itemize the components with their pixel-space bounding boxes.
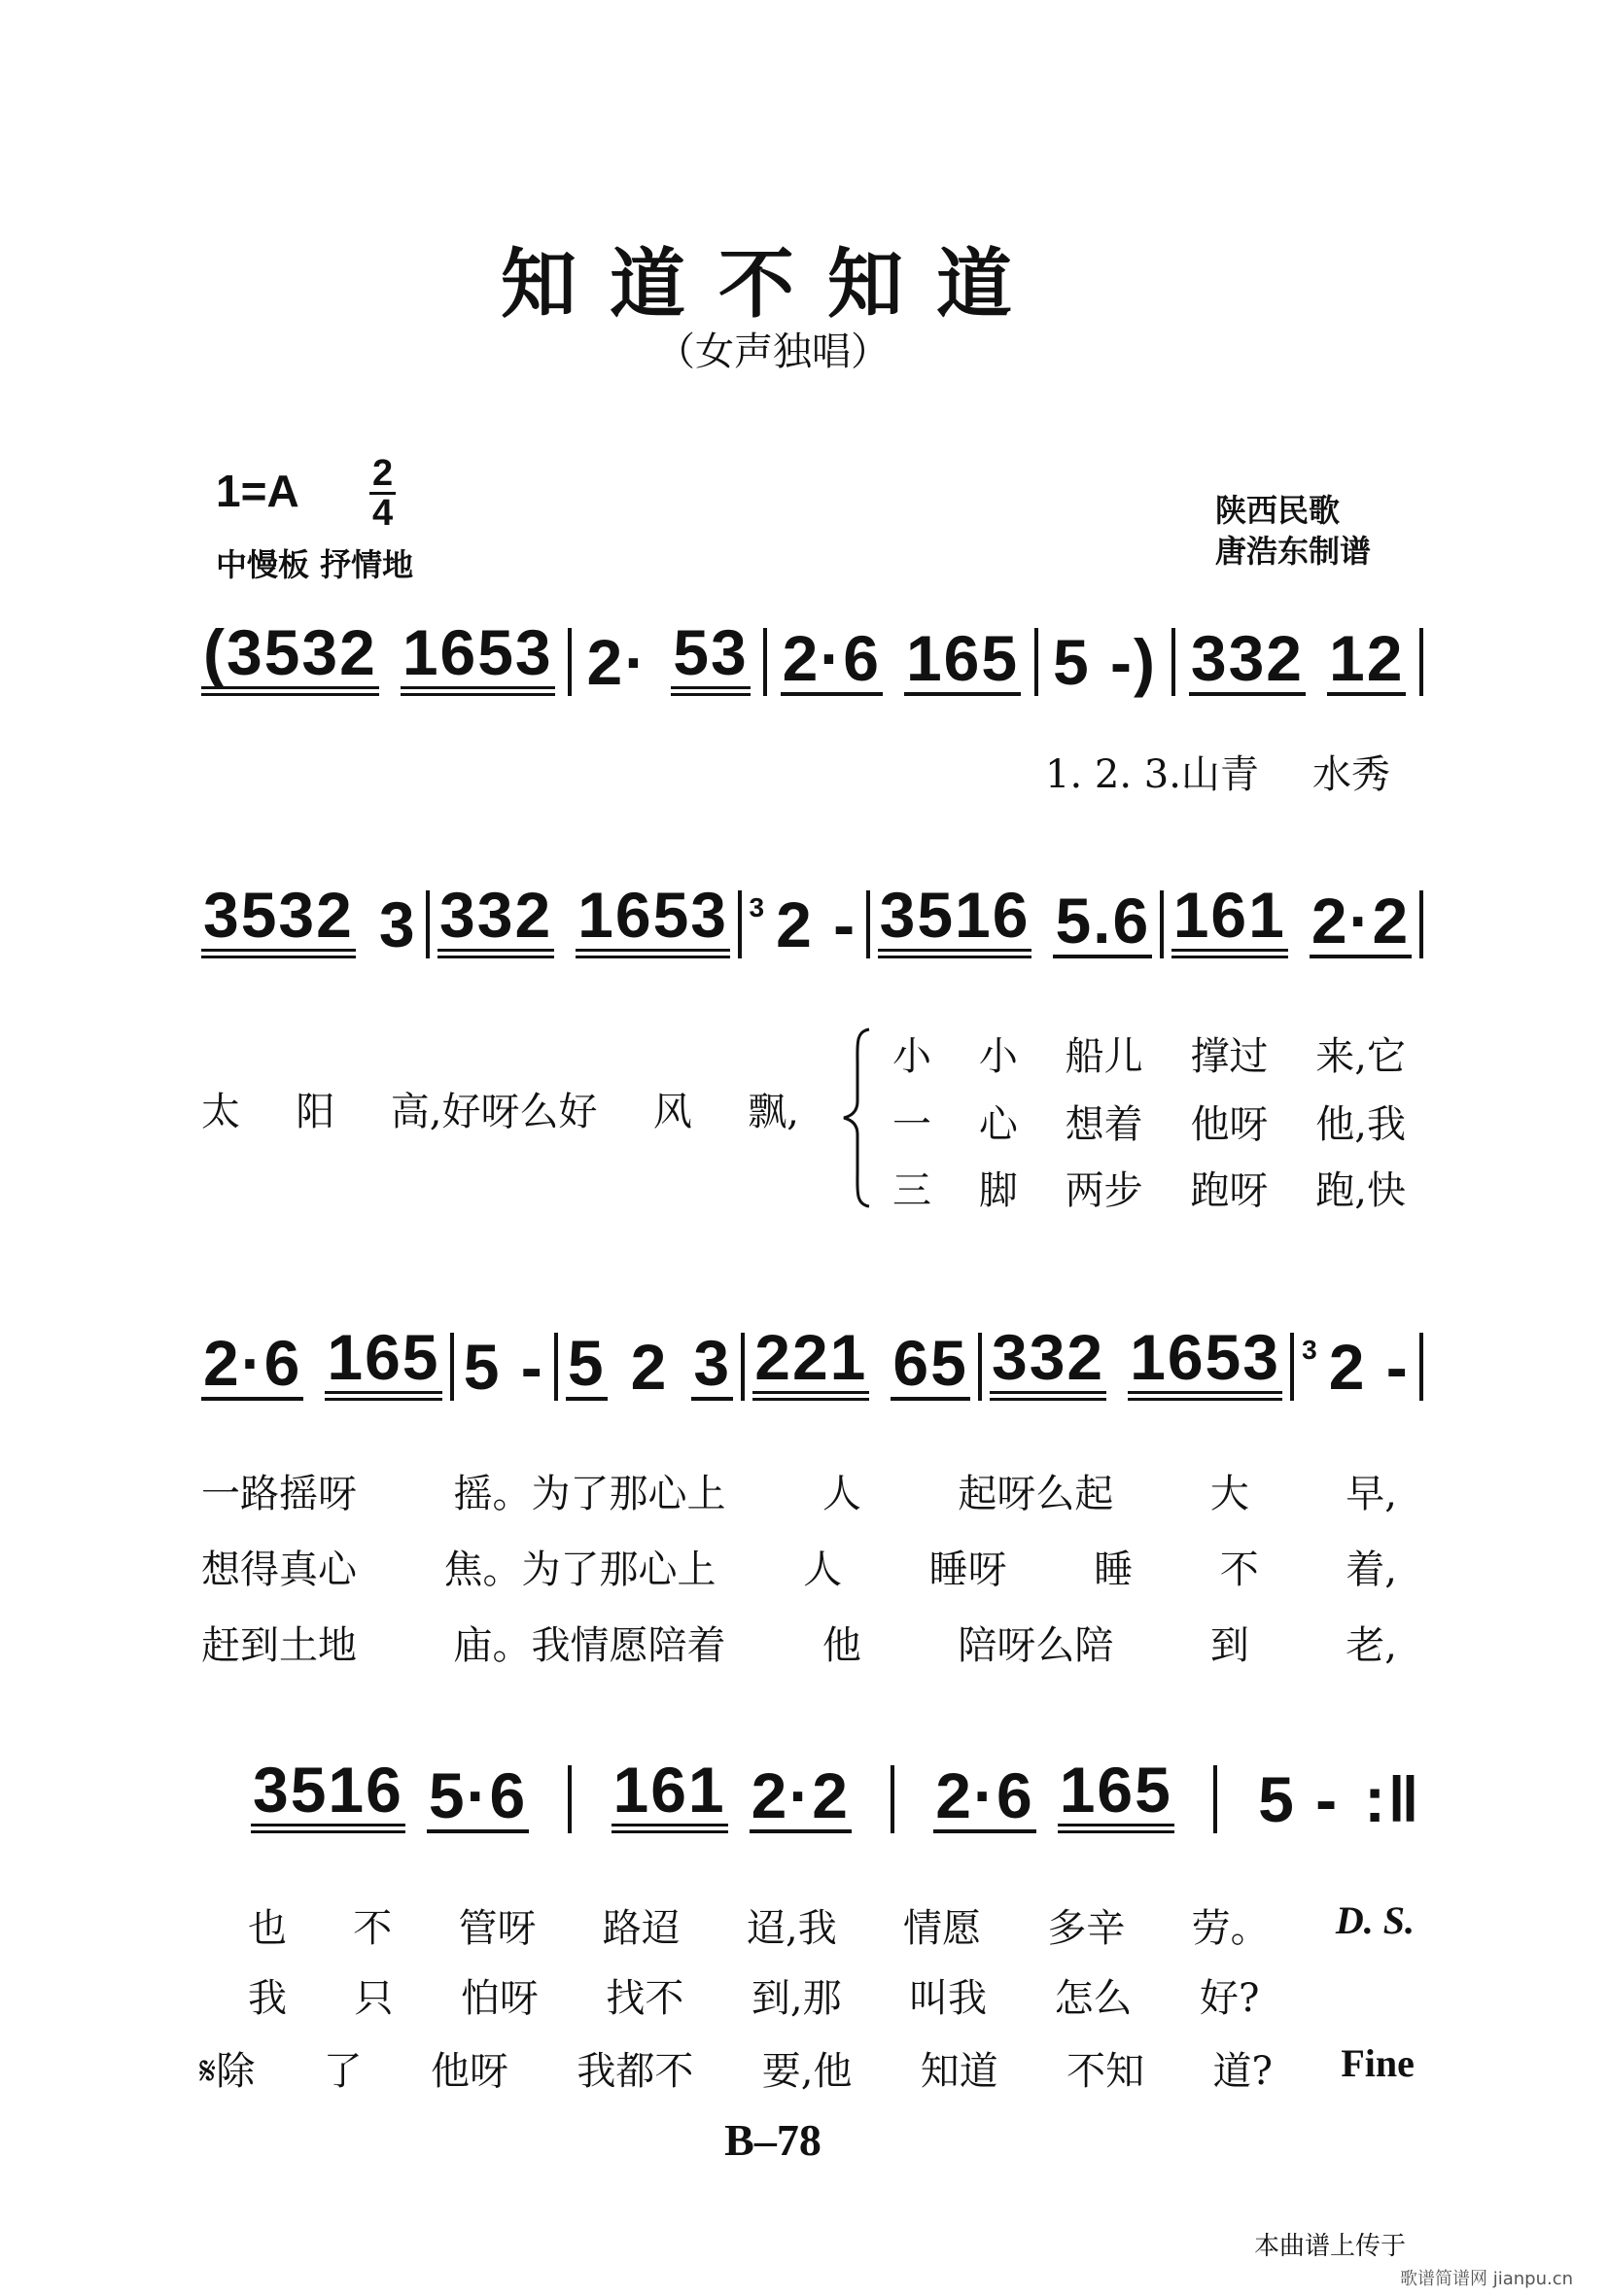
grace-note: 3 [749,892,765,922]
barline [1213,1765,1217,1833]
note-group: 3532 [201,885,356,958]
lyrics-row-3-verse-3 [201,1615,1397,1670]
note-group: 2·2 [1311,885,1411,957]
fine-marking: Fine [1341,2041,1415,2085]
lyric: 了 [323,2049,363,2094]
key-signature: 1=A [216,466,299,516]
watermark-upload-text: 本曲谱上传于 [1254,2232,1407,2261]
measure [878,879,1153,958]
lyrics-row-4-verse-3 [199,2040,1415,2096]
lyric: 起呀么起 [958,1472,1114,1516]
barline [568,628,572,696]
lyric: 1. 2. 3.山青 [1045,752,1259,797]
lyric: 飘, [748,1090,799,1134]
barline [568,1765,572,1833]
note-group: 221 [752,1327,869,1401]
barline [1290,1333,1294,1401]
note-group: 1653 [1128,1327,1282,1401]
lyric: 不 [353,1906,393,1951]
lyric: 路迢 [602,1906,681,1951]
lyric: 三 [892,1168,931,1213]
lyrics-row-2-verse-1 [892,1026,1406,1081]
song-title: 知道不知道 [500,241,1045,329]
barline [891,1765,894,1833]
lyric: 多辛 [1047,1906,1126,1951]
measure [752,1321,970,1401]
measure [1256,1763,1423,1835]
lyric: 劳。 [1191,1906,1270,1951]
barline [1160,890,1164,958]
lyric: 好? [1200,1976,1260,2021]
lyrics-row-2-verse-2 [892,1094,1406,1149]
lyric: 想着 [1065,1102,1143,1147]
lyric: 大 [1209,1472,1249,1516]
lyric: 他 [821,1623,861,1668]
lyric [1327,1967,1415,2023]
note-group: 65 [892,1327,968,1399]
note-group: 5·6 [428,1759,528,1831]
note-group: 1653 [576,885,730,958]
time-signature [369,455,396,532]
note-group: 3516 [251,1759,405,1833]
measure [201,879,419,960]
dal-segno-marking: D. S. [1335,1898,1415,1942]
note-group: 2 - [776,888,857,960]
lyric: 高,好呀么好 [390,1090,598,1134]
note-group: 165 [325,1327,441,1401]
lyric: 撑过 [1190,1034,1269,1079]
note-group: 5.6 [1055,885,1151,957]
note-group: (3532 [201,622,379,696]
barline [1419,628,1423,696]
lyric: 到 [1209,1623,1249,1668]
lyric: 太 [201,1090,240,1134]
lyric: 水秀 [1312,752,1390,797]
lyric: 他,我 [1315,1102,1406,1147]
lyric: 我 [248,1976,287,2021]
note-group: 2·6 [782,622,881,694]
measure [437,879,730,958]
measure [749,888,859,960]
lyric: 怕呀 [460,1976,539,2021]
measure [1302,1331,1412,1403]
lyric: 人 [803,1548,843,1592]
lyric: 人 [821,1472,861,1516]
lyric: 赶到土地 [201,1623,357,1668]
page-number: B–78 [724,2115,821,2165]
note-group: 332 [1190,622,1305,694]
note-group: 161 [612,1759,728,1833]
lyric: 不知 [1066,2049,1145,2094]
barline [741,1333,745,1401]
measure [201,616,555,696]
lyric: 只 [354,1976,394,2021]
lyric: 焦。为了那心上 [443,1548,717,1592]
lyrics-row-4-verse-2 [248,1967,1415,2023]
lyric: 不 [1219,1548,1259,1592]
lyric: 叫我 [909,1976,988,2021]
note-group: 3 [693,1327,732,1399]
lyric: 一 [892,1102,931,1147]
lyric: 阳 [296,1090,335,1134]
barline [1171,628,1175,696]
lyrics-row-2-left [201,1081,799,1136]
measure [566,1327,733,1403]
note-group: 165 [905,622,1020,694]
measure [251,1754,529,1833]
note-group: 165 [1058,1759,1174,1833]
measure [1189,622,1407,696]
barline [426,890,430,958]
barline [763,628,767,696]
note-group: 161 [1171,885,1288,958]
note-group: 2 [630,1331,669,1403]
lyric: 道? [1212,2049,1273,2094]
note-group: 3516 [878,885,1032,958]
lyrics-row-4-verse-1 [248,1897,1415,1953]
barline [450,1333,454,1401]
lyric: 迢,我 [747,1906,837,1951]
note-group: 5 - [463,1331,544,1403]
note-group: 5 [567,1327,606,1399]
measure [462,1331,546,1403]
lyric: 跑呀 [1190,1168,1269,1213]
grace-note: 3 [1302,1335,1317,1365]
lyric: 睡 [1094,1548,1134,1592]
lyric: 小 [892,1034,931,1079]
lyric: 小 [978,1034,1018,1079]
measure [585,616,751,698]
barline [1034,628,1038,696]
staff-row-3 [201,1321,1423,1403]
measure [1171,879,1413,958]
note-group: 2·6 [203,1327,302,1399]
repeat-end-barline: :‖ [1364,1763,1421,1835]
lyric: 庙。我情愿陪着 [453,1623,726,1668]
note-group: 2· [586,626,648,698]
lyric: 我都不 [577,2049,694,2094]
time-bottom: 4 [372,493,394,534]
lyric: 来,它 [1315,1034,1406,1079]
lyric: 一路摇呀 [201,1472,357,1516]
measure [612,1754,853,1833]
barline [738,890,742,958]
lyric: 脚 [978,1168,1018,1213]
lyric: 知道 [920,2049,998,2094]
note-group: 53 [671,622,750,696]
note-group: 12 [1329,622,1405,694]
note-group: 2·2 [751,1759,851,1831]
credit-arranger: 唐浩东制谱 [1215,533,1372,570]
note-group: 332 [437,885,554,958]
lyric: 怎么 [1054,1976,1133,2021]
lyric: 找不 [606,1976,684,2021]
time-top: 2 [369,455,396,495]
measure [1051,626,1159,698]
barline [866,890,870,958]
song-subtitle: （女声独唱） [656,330,890,374]
lyric: 着, [1346,1548,1397,1592]
measure [990,1321,1282,1401]
lyric: 睡呀 [928,1548,1007,1592]
lyrics-row-1 [1045,744,1390,799]
lyrics-row-3-verse-2 [201,1539,1397,1594]
lyric: 他呀 [1190,1102,1269,1147]
lyric: 心 [978,1102,1018,1147]
staff-row-2 [201,879,1423,960]
barline [978,1333,982,1401]
measure [781,622,1022,696]
lyric: 两步 [1065,1168,1143,1213]
lyric: 𝄋除 [199,2049,256,2094]
measure [933,1754,1174,1833]
lyric: 陪呀么陪 [958,1623,1114,1668]
staff-row-1 [201,616,1423,698]
lyric: 管呀 [458,1906,537,1951]
measure [201,1321,442,1401]
barline [1419,1333,1423,1401]
tempo-marking: 中慢板 抒情地 [216,546,414,583]
credit-origin: 陕西民歌 [1215,492,1341,529]
lyric: 早, [1346,1472,1397,1516]
lyrics-row-3-verse-1 [201,1463,1397,1518]
lyric: 风 [652,1090,692,1134]
lyric: 要,他 [761,2049,853,2094]
lyric: 也 [248,1906,287,1951]
note-group: 2 - [1328,1331,1410,1403]
barline [554,1333,558,1401]
note-group: 1653 [401,622,555,696]
note-group: 332 [990,1327,1106,1401]
lyric: 他呀 [430,2049,508,2094]
lyric: 船儿 [1065,1034,1143,1079]
verse-brace [838,1026,877,1210]
lyric: 摇。为了那心上 [453,1472,726,1516]
lyrics-row-2-verse-3 [892,1160,1406,1215]
note-group: 2·6 [935,1759,1034,1831]
staff-row-4 [251,1754,1423,1835]
watermark-site-text: 歌谱简谱网 jianpu.cn [1400,2269,1574,2289]
note-group: 3 [378,888,417,960]
lyric: 到,那 [751,1976,842,2021]
note-group: 5 -) [1052,626,1157,698]
lyric: 情愿 [903,1906,982,1951]
lyric: 老, [1346,1623,1397,1668]
lyric: 跑,快 [1315,1168,1406,1213]
lyric: 想得真心 [201,1548,357,1592]
note-group: 5 - [1258,1763,1340,1835]
barline [1419,890,1423,958]
